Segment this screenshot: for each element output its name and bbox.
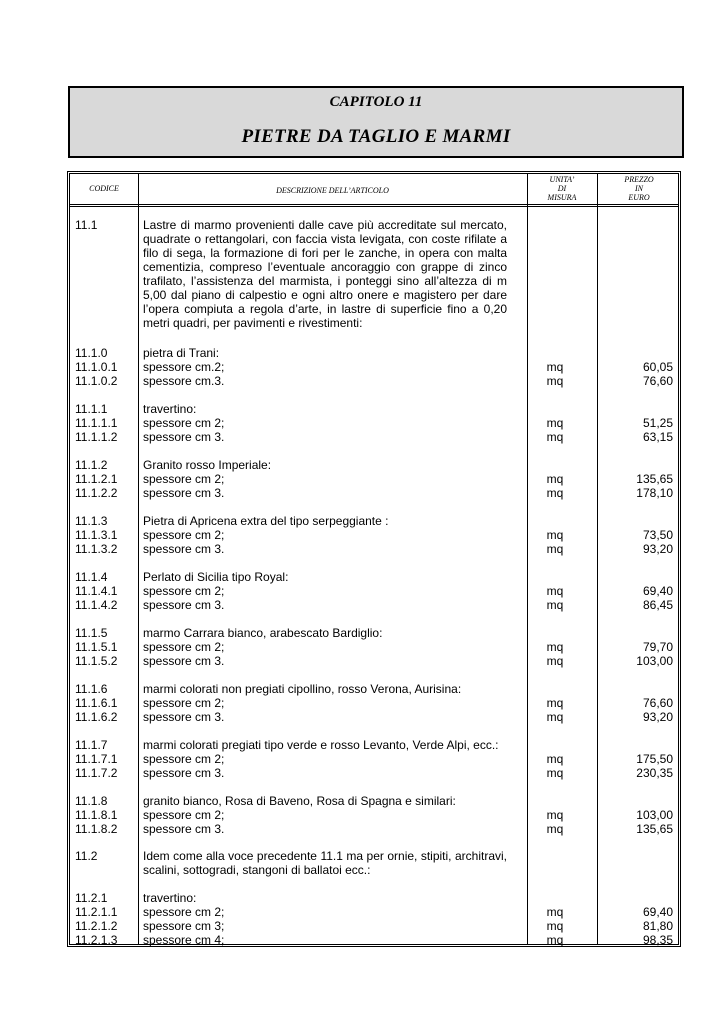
row-description: marmi colorati pregiati tipo verde e rosso Levanto, Verde Alpi, ecc.:	[143, 738, 499, 752]
row-description: spessore cm 4;	[143, 933, 225, 947]
row-code: 11.1.1.1	[75, 416, 118, 430]
row-code: 11.1.2.2	[75, 486, 118, 500]
row-code: 11.1.3.1	[75, 528, 118, 542]
row-price: 51,25	[642, 416, 673, 430]
row-price: 81,80	[642, 919, 673, 933]
header-price-line: PREZZO	[624, 175, 654, 184]
row-code: 11.2.1	[75, 891, 108, 905]
row-description: granito bianco, Rosa di Baveno, Rosa di Spagna e similari:	[143, 794, 456, 808]
row-price: 79,70	[642, 640, 673, 654]
item-11-1-description: Lastre di marmo provenienti dalle cave più accreditate sul mercato, quadrate o rettangolari, con faccia vista levigata, con coste rifilate a filo di sega, la formazione di fori per le zanche, in opera con malta cementizia, compreso l’eventuale ancoraggio con grappe di zinco trafilato, l’assistenza del marmista, i ponteggi sino all’altezza di m 5,00 dal piano di calpestio e ogni altro onere e magistero per dare l’opera compiuta a regola d’arte, in lastre di superficie fino a 0,20 metri quadri, per pavimenti e rivestimenti:	[143, 218, 507, 330]
item-code: 11.2	[75, 849, 98, 863]
row-description: spessore cm 3.	[143, 766, 225, 780]
row-unit: mq	[546, 808, 564, 822]
table-row	[70, 472, 678, 486]
row-description: spessore cm 2;	[143, 696, 225, 710]
row-unit: mq	[546, 919, 564, 933]
row-price: 93,20	[642, 542, 673, 556]
row-description: spessore cm 3.	[143, 542, 225, 556]
row-unit: mq	[546, 374, 564, 388]
row-unit: mq	[546, 486, 564, 500]
row-description: spessore cm 2;	[143, 640, 225, 654]
header-price-line: EURO	[628, 193, 650, 202]
header-price	[597, 175, 681, 202]
row-unit: mq	[546, 528, 564, 542]
row-description: spessore cm 3.	[143, 822, 225, 836]
row-price: 103,00	[636, 808, 673, 822]
chapter-subtitle: PIETRE DA TAGLIO E MARMI	[241, 126, 511, 147]
row-description: spessore cm 3.	[143, 654, 225, 668]
chapter-number: CAPITOLO 11	[329, 94, 423, 110]
row-price: 73,50	[642, 528, 673, 542]
header-divider	[70, 204, 678, 207]
row-code: 11.1.7.2	[75, 766, 118, 780]
row-price: 230,35	[636, 766, 673, 780]
table-row	[70, 528, 678, 542]
row-code: 11.1.6.1	[75, 696, 118, 710]
table-row	[70, 654, 678, 668]
table-row	[70, 808, 678, 822]
row-code: 11.1.5.2	[75, 654, 118, 668]
price-list-table	[67, 171, 681, 947]
row-description: spessore cm 3;	[143, 919, 225, 933]
row-code: 11.1.1.2	[75, 430, 118, 444]
row-price: 98,35	[642, 933, 673, 947]
row-code: 11.2.1.1	[75, 905, 118, 919]
row-description: spessore cm 2;	[143, 416, 225, 430]
header-unit-line: DI	[557, 184, 567, 193]
table-row	[70, 430, 678, 444]
header-code: CODICE	[89, 184, 119, 193]
row-unit: mq	[546, 598, 564, 612]
row-description: spessore cm 2;	[143, 752, 225, 766]
table-row	[70, 794, 678, 808]
table-row	[70, 514, 678, 528]
table-row	[70, 584, 678, 598]
table-row	[70, 738, 678, 752]
row-code: 11.1.2	[75, 458, 108, 472]
item-code: 11.1	[75, 218, 98, 232]
table-row	[70, 374, 678, 388]
row-code: 11.1.1	[75, 402, 108, 416]
row-unit: mq	[546, 360, 564, 374]
row-code: 11.2.1.2	[75, 919, 118, 933]
table-row	[70, 682, 678, 696]
row-description: spessore cm 3.	[143, 598, 225, 612]
row-code: 11.1.6	[75, 682, 108, 696]
row-code: 11.1.3	[75, 514, 108, 528]
row-code: 11.1.3.2	[75, 542, 118, 556]
table-row	[70, 458, 678, 472]
row-unit: mq	[546, 640, 564, 654]
table-row	[70, 919, 678, 933]
row-price: 69,40	[642, 584, 673, 598]
table-row	[70, 346, 678, 360]
row-price: 103,00	[636, 654, 673, 668]
row-description: spessore cm.2;	[143, 360, 225, 374]
row-price: 135,65	[636, 472, 673, 486]
table-row	[70, 710, 678, 724]
row-code: 11.1.4.1	[75, 584, 118, 598]
row-description: spessore cm 3.	[143, 710, 225, 724]
row-price: 60,05	[642, 360, 673, 374]
row-unit: mq	[546, 766, 564, 780]
row-code: 11.1.5.1	[75, 640, 118, 654]
table-row	[70, 486, 678, 500]
row-unit: mq	[546, 430, 564, 444]
row-unit: mq	[546, 710, 564, 724]
table-row	[70, 891, 678, 905]
row-description: spessore cm 2;	[143, 472, 225, 486]
row-price: 76,60	[642, 374, 673, 388]
row-code: 11.1.0	[75, 346, 108, 360]
row-unit: mq	[546, 696, 564, 710]
row-description: travertino:	[143, 891, 197, 905]
row-code: 11.1.8.1	[75, 808, 118, 822]
table-row	[70, 640, 678, 654]
row-price: 135,65	[636, 822, 673, 836]
header-price-line: IN	[635, 184, 643, 193]
header-unit-line: MISURA	[547, 193, 577, 202]
row-unit: mq	[546, 584, 564, 598]
row-description: spessore cm 2;	[143, 905, 225, 919]
row-code: 11.2.1.3	[75, 933, 118, 947]
chapter-title-box	[68, 86, 684, 158]
row-price: 86,45	[642, 598, 673, 612]
row-unit: mq	[546, 933, 564, 947]
row-description: spessore cm.3.	[143, 374, 225, 388]
table-row	[70, 598, 678, 612]
header-description: DESCRIZIONE DELL’ARTICOLO	[276, 186, 389, 195]
row-code: 11.1.0.1	[75, 360, 118, 374]
row-unit: mq	[546, 654, 564, 668]
row-description: Pietra di Apricena extra del tipo serpeggiante :	[143, 514, 389, 528]
row-description: spessore cm 2;	[143, 528, 225, 542]
row-description: spessore cm 3.	[143, 486, 225, 500]
row-code: 11.1.0.2	[75, 374, 118, 388]
table-row	[70, 766, 678, 780]
header-unit	[527, 175, 597, 202]
row-code: 11.1.8	[75, 794, 108, 808]
table-row	[70, 933, 678, 947]
row-description: pietra di Trani:	[143, 346, 220, 360]
row-description: Granito rosso Imperiale:	[143, 458, 272, 472]
row-description: spessore cm 2;	[143, 808, 225, 822]
header-unit-line: UNITA’	[549, 175, 575, 184]
row-code: 11.1.7	[75, 738, 108, 752]
row-price: 63,15	[642, 430, 673, 444]
table-row	[70, 570, 678, 584]
table-row	[70, 822, 678, 836]
row-code: 11.1.8.2	[75, 822, 118, 836]
row-price: 76,60	[642, 696, 673, 710]
table-row	[70, 626, 678, 640]
row-unit: mq	[546, 472, 564, 486]
row-code: 11.1.4.2	[75, 598, 118, 612]
row-unit: mq	[546, 905, 564, 919]
row-code: 11.1.7.1	[75, 752, 118, 766]
row-code: 11.1.4	[75, 570, 108, 584]
row-description: marmo Carrara bianco, arabescato Bardiglio:	[143, 626, 383, 640]
row-unit: mq	[546, 822, 564, 836]
row-description: marmi colorati non pregiati cipollino, rosso Verona, Aurisina:	[143, 682, 462, 696]
row-description: Perlato di Sicilia tipo Royal:	[143, 570, 289, 584]
row-description: spessore cm 2;	[143, 584, 225, 598]
table-row	[70, 696, 678, 710]
row-unit: mq	[546, 752, 564, 766]
row-price: 69,40	[642, 905, 673, 919]
row-code: 11.1.6.2	[75, 710, 118, 724]
row-unit: mq	[546, 542, 564, 556]
table-row	[70, 402, 678, 416]
row-price: 93,20	[642, 710, 673, 724]
row-code: 11.1.2.1	[75, 472, 118, 486]
row-description: spessore cm 3.	[143, 430, 225, 444]
row-price: 178,10	[636, 486, 673, 500]
table-row	[70, 416, 678, 430]
row-unit: mq	[546, 416, 564, 430]
table-row	[70, 360, 678, 374]
table-row	[70, 752, 678, 766]
row-code: 11.1.5	[75, 626, 108, 640]
row-price: 175,50	[636, 752, 673, 766]
table-row	[70, 542, 678, 556]
row-description: travertino:	[143, 402, 197, 416]
table-row	[70, 905, 678, 919]
item-11-2-description: Idem come alla voce precedente 11.1 ma per ornie, stipiti, architravi, scalini, sottogradi, stangoni di ballatoi ecc.:	[143, 849, 507, 877]
